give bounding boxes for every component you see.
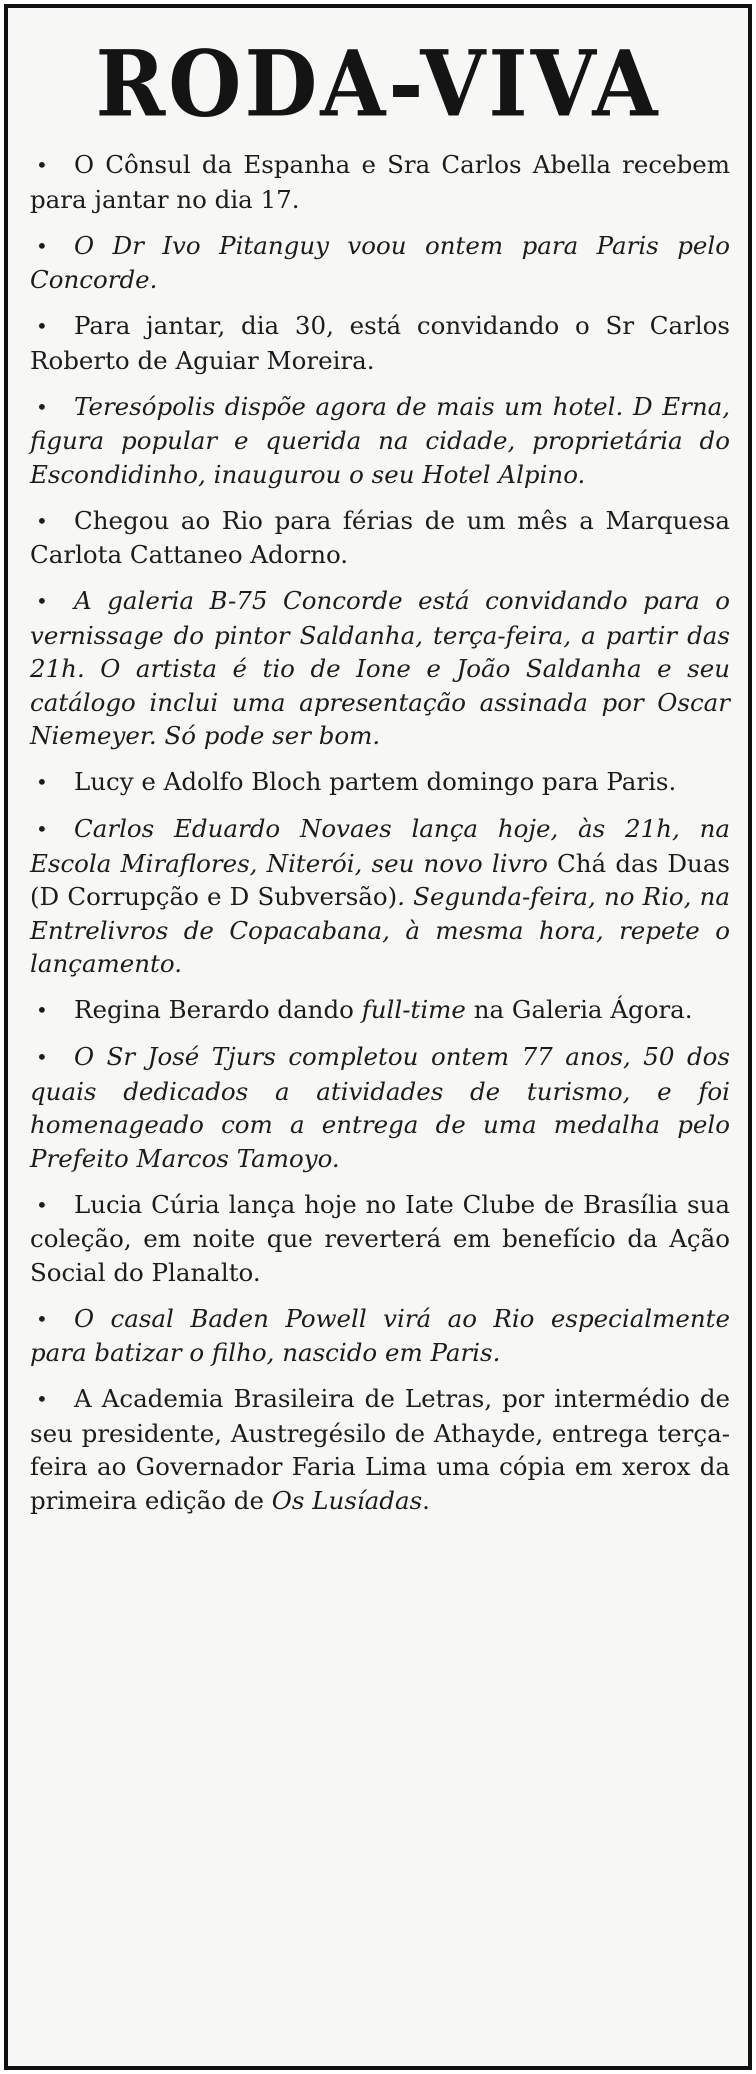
news-item-text: Carlos Eduardo Novaes lança hoje, às 21h, na Escola Miraflores, Niterói, seu novo livro <box>30 814 730 878</box>
news-item-emphasis: full-time <box>361 995 466 1024</box>
news-item <box>30 148 730 216</box>
news-item <box>30 504 730 572</box>
bullet-icon: • <box>36 1387 48 1411</box>
news-item-emphasis: Os Lusíadas <box>271 1485 423 1515</box>
column-frame <box>4 4 752 2070</box>
bullet-icon: • <box>36 1192 48 1217</box>
news-item-text: Para jantar, dia 30, está convidando o Sr Carlos Roberto de Aguiar Moreira. <box>30 311 730 375</box>
news-item-emphasis: Chá das Duas (D Corrupção e D Subversão) <box>30 848 730 911</box>
news-item-text: . Segunda-feira, no Rio, na Entrelivros de Copacabana, à mesma hora, repete o lançamento. <box>30 882 730 978</box>
news-item <box>30 1188 730 1290</box>
news-item-text: A Academia Brasileira de Letras, por intermédio de seu presidente, Austregésilo de Athayde, entrega terça-feira ao Governador Faria Lima uma cópia em xerox da primeira edição de <box>30 1384 730 1515</box>
news-item <box>30 229 730 297</box>
column-title: RODA-VIVA <box>95 30 661 138</box>
news-item-text: O casal Baden Powell virá ao Rio especialmente para batizar o filho, nascido em Paris. <box>30 1303 730 1367</box>
news-item <box>30 993 730 1028</box>
news-item <box>30 765 730 800</box>
news-item <box>30 1382 730 1517</box>
bullet-icon: • <box>36 508 48 533</box>
bullet-icon: • <box>36 233 48 258</box>
news-item <box>30 390 730 492</box>
bullet-icon: • <box>36 589 48 613</box>
bullet-icon: • <box>36 1045 48 1069</box>
news-item <box>30 1302 730 1370</box>
bullet-icon: • <box>36 394 48 419</box>
news-item <box>30 1040 730 1175</box>
news-item-text: O Cônsul da Espanha e Sra Carlos Abella recebem para jantar no dia 17. <box>30 150 730 214</box>
news-item-text: na Galeria Ágora. <box>465 995 693 1024</box>
news-item <box>30 812 730 981</box>
news-item-text: A galeria B-75 Concorde está convidando para o vernissage do pintor Saldanha, terça-feira, a partir das 21h. O artista é tio de Ione e João Saldanha e seu catálogo inclui uma apresentação assinada por Oscar Niemeyer. Só pode ser bom. <box>30 586 730 750</box>
bullet-icon: • <box>36 1306 48 1331</box>
news-item-text: O Dr Ivo Pitanguy voou ontem para Paris pelo Concorde. <box>30 230 730 294</box>
news-item-text: Lucy e Adolfo Bloch partem domingo para Paris. <box>74 767 677 796</box>
news-item-text: Chegou ao Rio para férias de um mês a Marquesa Carlota Cattaneo Adorno. <box>30 505 730 569</box>
news-item-text: Regina Berardo dando <box>74 995 362 1024</box>
bullet-icon: • <box>36 998 48 1022</box>
news-item <box>30 584 730 753</box>
bullet-icon: • <box>36 153 48 177</box>
bullet-icon: • <box>36 817 48 841</box>
news-item-text: Lucia Cúria lança hoje no Iate Clube de Brasília sua coleção, em noite que reverterá em benefício da Ação Social do Planalto. <box>30 1189 730 1287</box>
news-items <box>30 148 730 1530</box>
bullet-icon: • <box>36 314 48 338</box>
news-item-text: O Sr José Tjurs completou ontem 77 anos, 50 dos quais dedicados a atividades de turismo, e foi homenageado com a entrega de uma medalha pelo Prefeito Marcos Tamoyo. <box>30 1042 730 1173</box>
news-item <box>30 309 730 377</box>
news-item-text: . <box>422 1485 430 1515</box>
bullet-icon: • <box>36 770 48 794</box>
news-item-text: Teresópolis dispõe agora de mais um hotel. D Erna, figura popular e querida na cidade, proprietária do Escondidinho, inaugurou o seu Hotel Alpino. <box>30 391 730 489</box>
